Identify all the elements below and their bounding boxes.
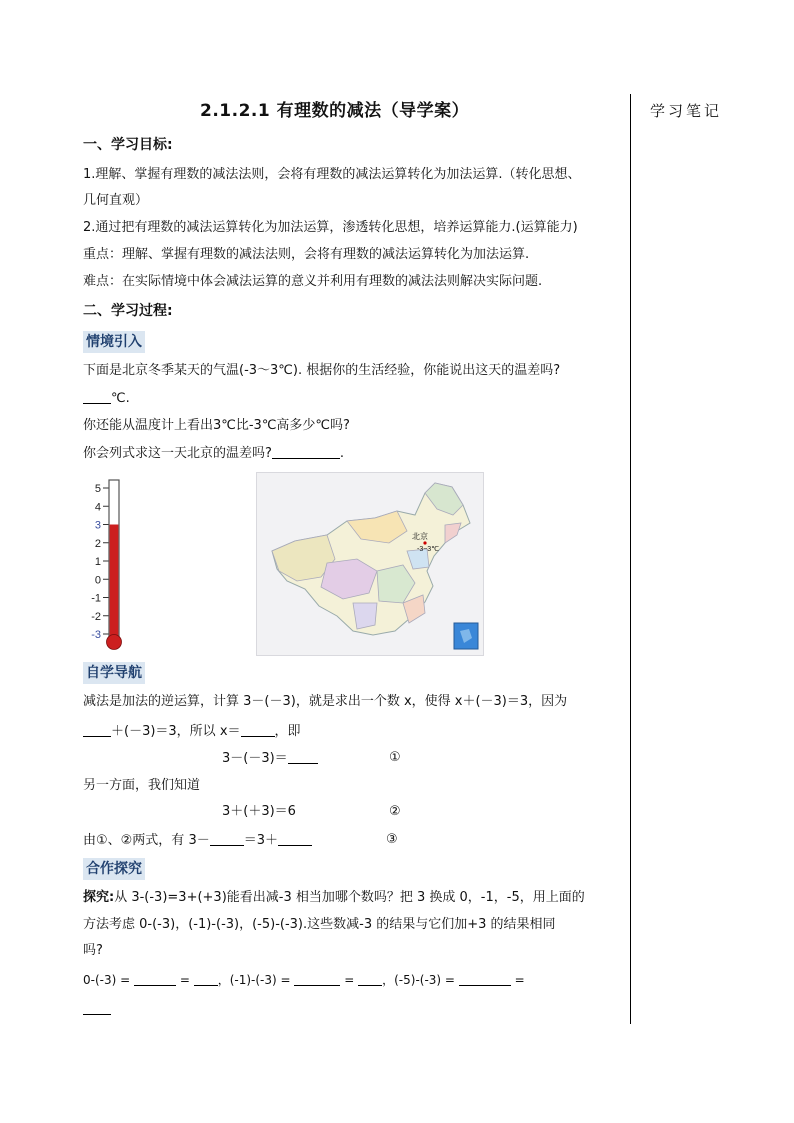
thermometer-bulb [107,635,122,650]
china-map-image [256,472,484,656]
thermometer-tick-label: 5 [94,483,101,495]
thermometer-tick-label: -3 [91,629,101,641]
goal-2: 2.通过把有理数的减法运算转化为加法运算，渗透转化思想，培养运算能力.(运算能力) [83,220,578,235]
answer-blank[interactable] [83,1000,111,1015]
question-1: 下面是北京冬季某天的气温(-3～3℃). 根据你的生活经验，你能说出这天的温差吗? [83,363,561,378]
difficulty: 难点：在实际情境中体会减法运算的意义并利用有理数的减法法则解决实际问题. [83,274,543,289]
equation-2-number: ② [389,804,401,819]
thermometer-figure [82,476,126,656]
thermometer-tick-label: 4 [94,501,101,514]
study-notes-heading: 学习笔记 [650,102,723,120]
answer-blank[interactable] [83,389,111,404]
equation-3: 由①、②两式，有 3－ ＝3＋ [83,831,312,850]
answer-blank[interactable] [272,444,340,459]
equation-2: 3＋(＋3)＝6 [222,804,296,819]
answer-blank[interactable] [134,971,176,986]
answer-blank[interactable] [210,831,244,846]
thermometer-tick-label: 1 [94,556,101,568]
answer-blank[interactable] [358,971,382,986]
thermometer-tick-label: -1 [91,592,101,605]
section-goals: 一、学习目标: [83,137,173,153]
svg-text:-3~3℃: -3~3℃ [417,546,440,553]
answer-blank[interactable] [194,971,218,986]
nav-line-1: 减法是加法的逆运算，计算 3－(－3)，就是求出一个数 x，使得 x＋(－3)＝3，因为 [83,694,568,709]
question-2: 你还能从温度计上看出3℃比-3℃高多少℃吗? [83,418,350,433]
nav-line-2: ＋(－3)＝3，所以 x＝ ，即 [83,722,301,741]
explore-line-2: 方法考虑 0-(-3)，(-1)-(-3)，(-5)-(-3).这些数减-3 的结果与它们加+3 的结果相同 [83,917,556,932]
answer-blank[interactable] [288,749,318,764]
explore-line-1: 探究:从 3-(-3)=3+(+3)能看出减-3 相当加哪个数吗？把 3 换成 0，-1，-5，用上面的 [83,890,585,905]
equation-1: 3－(－3)＝ [222,749,318,768]
key-point: 重点：理解、掌握有理数的减法法则，会将有理数的减法运算转化为加法运算. [83,247,530,262]
thermometer-tick-label: 3 [94,519,101,532]
page-title: 2.1.2.1 有理数的减法（导学案） [200,101,470,121]
equation-1-number: ① [389,750,401,765]
answer-blank[interactable] [241,722,275,737]
thermometer-tick-label: 2 [94,537,101,550]
section-process: 二、学习过程: [83,303,173,319]
question-3: 你会列式求这一天北京的温差吗? . [83,446,345,461]
thermometer-tick-label: -2 [91,610,101,623]
notes-divider [630,94,631,1024]
tag-cooperation: 合作探究 [83,858,145,880]
answer-blank[interactable] [83,722,111,737]
tag-context: 情境引入 [83,331,145,353]
thermometer-tick-label: 0 [94,574,101,587]
nav-line-3: 另一方面，我们知道 [83,778,201,793]
explore-line-3: 吗? [83,943,103,958]
china-map-icon [257,473,483,655]
answer-blank[interactable] [278,831,312,846]
svg-text:北京: 北京 [412,532,428,541]
goal-1a: 1.理解、掌握有理数的减法法则，会将有理数的减法运算转化为加法运算.（转化思想、 [83,167,581,182]
equation-3-number: ③ [386,832,398,847]
goal-1b: 几何直观） [83,193,149,208]
calc-final-blank [83,1000,111,1019]
calc-line: 0-(-3) = = ，(-1)-(-3) = = ，(-5)-(-3) = = [83,973,525,987]
tag-self-study: 自学导航 [83,662,145,684]
answer-blank[interactable] [459,971,511,986]
answer-blank[interactable] [294,971,340,986]
question-1-answer: ℃. [83,389,130,408]
thermometer-mercury [110,525,119,639]
